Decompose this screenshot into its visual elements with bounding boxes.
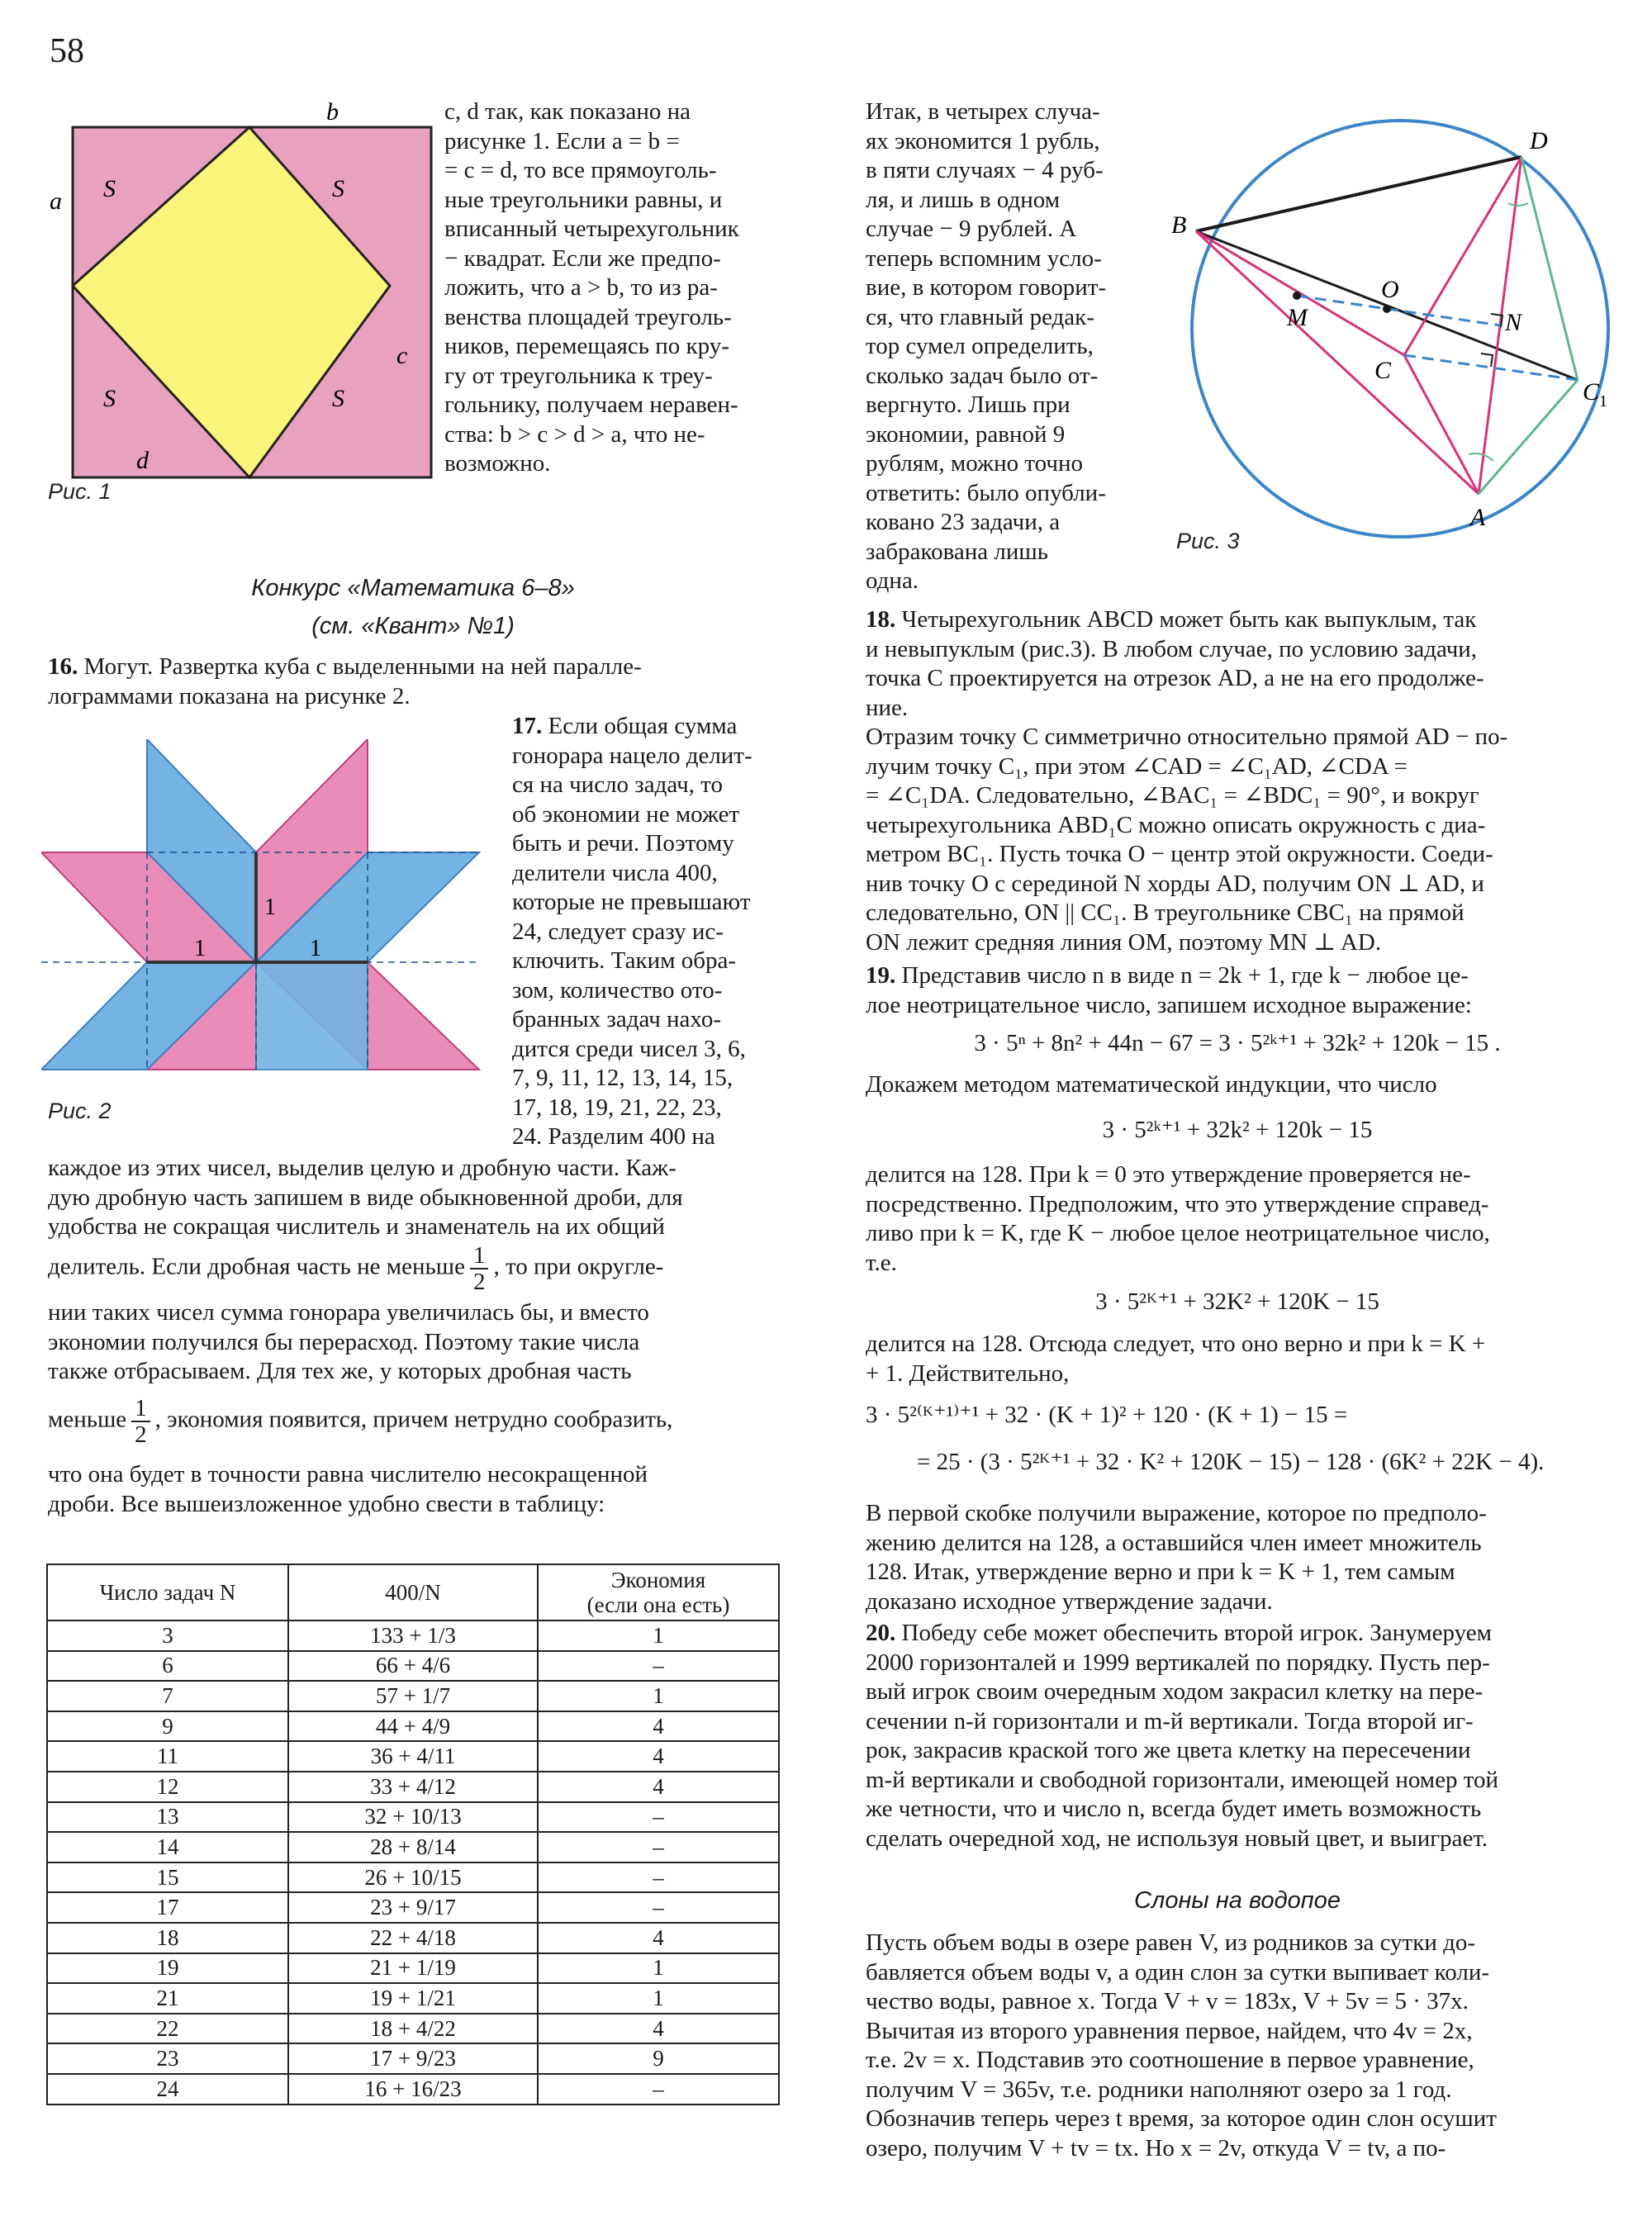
table-cell-economy: 4 xyxy=(538,2014,779,2044)
problem-17-cont-2b: , то при округле- xyxy=(493,1253,664,1280)
problem-17-cont-1: каждое из этих чисел, выделив целую и дробную части. Каж- дую дробную часть запишем в виде обыкновенной дроби, для удобства не сокращая числитель и знаменатель на их общий xyxy=(48,1155,683,1240)
table-cell-ratio: 18 + 4/22 xyxy=(288,2014,538,2044)
right-intro: Итак, в четырех случа- ях экономится 1 рубль, в пяти случаях − 4 руб- ля, и лишь в одном случае − 9 рублей. А теперь вспомним усло- вие, в котором говорит- ся, что главный редак- тор сумел определить, сколько задач было от- вергнуто. Лишь при экономии, равной 9 рублям, можно точно ответить: было опубли- ковано 23 задачи, а забракована лишь одна. xyxy=(866,98,1107,594)
problem-17-cont-2 xyxy=(48,1243,791,1294)
fig3-point-O xyxy=(1383,305,1391,313)
figure-3 xyxy=(1165,97,1635,560)
fig3-right-angle-C xyxy=(1481,354,1493,367)
table-header-row xyxy=(47,1564,779,1620)
fig1-label-c: c xyxy=(396,342,408,369)
contest-subheading: (см. «Квант» №1) xyxy=(311,613,515,639)
figure-1 xyxy=(41,99,438,504)
table-row xyxy=(47,1711,779,1742)
table-cell-ratio: 19 + 1/21 xyxy=(288,1983,538,2014)
table-cell-economy: 4 xyxy=(538,1923,779,1953)
problem-17-text: Если общая сумма гонорара нацело делит- ся на число задач, то об экономии не может быть и речи. Поэтому делители числа 400, которые не превышают 24, следует сразу ис- ключить. Таким обра- зом, количество ото- бранных задач нахо- дится среди чисел 3, 6, 7, 9, 11, 12, 13, 14, 15, 17, 18, 19, 21, 22, 23, 24. Разделим 400 на xyxy=(512,713,752,1150)
fig3-label-N: N xyxy=(1505,309,1522,336)
table-cell-n: 21 xyxy=(47,1983,288,2014)
formula-19-4: 3 · 5²⁽ᴷ⁺¹⁾⁺¹ + 32 · (K + 1)² + 120 · (K + 1) − 15 = xyxy=(866,1402,1348,1428)
problem-18-text: Четырехугольник ABCD может быть как выпуклым, так и невыпуклым (рис.3). В любом случае, по условию задачи, точка C проектируется на отрезок AD, а не на его продолже- ние. Отразим точку C симметрично относительно прямой AD − по- лучим точку C₁, при этом ∠CAD = ∠C₁AD, ∠CDA = = ∠C₁DA. Следовательно, ∠BAC₁ = ∠BDC₁ = 90°, и вокруг четырехугольника ABD₁C можно описать окружность с диа- метром BC₁. Пусть точка O − центр этой окружности. Соеди- нив точку O с серединой N хорды AD, получим ON ⊥ AD, и следовательно, ON || CC₁. В треугольнике CBC₁ на прямой ON лежит средняя линия OM, поэтому MN ⊥ AD. xyxy=(866,606,1508,956)
fig2-caption: Рис. 2 xyxy=(48,1099,112,1123)
fig1-label-b: b xyxy=(326,99,339,126)
table-header-ratio: 400/N xyxy=(288,1564,538,1620)
fig3-label-D: D xyxy=(1530,127,1548,154)
fig1-caption: Рис. 1 xyxy=(48,479,112,504)
table-row xyxy=(47,2043,779,2074)
table-cell-economy: – xyxy=(538,1651,779,1682)
table-cell-n: 6 xyxy=(47,1651,288,1682)
table-row xyxy=(47,1832,779,1862)
table-cell-ratio: 16 + 16/23 xyxy=(288,2074,538,2104)
table-cell-economy: 1 xyxy=(538,1681,779,1711)
fig3-label-O: O xyxy=(1381,276,1399,303)
problem-16-number: 16. xyxy=(48,653,78,680)
table-row xyxy=(47,1620,779,1651)
fig2-label-one-a: 1 xyxy=(264,894,276,920)
table-header-economy: Экономия (если она есть) xyxy=(538,1564,779,1620)
table-cell-economy: 4 xyxy=(538,1711,779,1742)
table-cell-n: 3 xyxy=(47,1620,288,1651)
table-row xyxy=(47,1923,779,1953)
table-cell-n: 12 xyxy=(47,1772,288,1802)
table-cell-ratio: 21 + 1/19 xyxy=(288,1953,538,1984)
problem-19-text-2: Докажем методом математической индукции, что число xyxy=(866,1071,1437,1098)
table-cell-economy: 4 xyxy=(538,1772,779,1802)
table-cell-ratio: 17 + 9/23 xyxy=(288,2043,538,2074)
table-cell-n: 18 xyxy=(47,1923,288,1953)
problem-18-number: 18. xyxy=(866,606,896,633)
table-cell-n: 9 xyxy=(47,1711,288,1742)
fraction-den: 2 xyxy=(135,1421,147,1448)
table-header-n: Число задач N xyxy=(47,1564,288,1620)
fig2-blue-bottom xyxy=(256,962,368,1070)
fig1-label-s-br: S xyxy=(332,385,344,412)
fig3-point-M xyxy=(1293,292,1301,300)
problem-17-cont-2a: делитель. Если дробная часть не меньше xyxy=(48,1253,465,1280)
problem-19-text-5: В первой скобке получили выражение, которое по предполо- жению делится на 128, а оставшийся член имеет множитель 128. Итак, утверждение верно и при k = K + 1, тем самым доказано исходное утверждение задачи. xyxy=(866,1500,1487,1615)
fig3-line-DC1 xyxy=(1521,157,1578,380)
formula-19-5: = 25 · (3 · 5²ᴷ⁺¹ + 32 · K² + 120K − 15) − 128 · (6K² + 22K − 4). xyxy=(917,1449,1545,1475)
table-row xyxy=(47,2074,779,2104)
fig3-line-BD xyxy=(1196,157,1521,231)
table-row xyxy=(47,1681,779,1711)
table-cell-n: 22 xyxy=(47,2014,288,2044)
table-cell-ratio: 33 + 4/12 xyxy=(288,1772,538,1802)
problem-17-cont-4a: меньше xyxy=(48,1406,127,1433)
fraction-half-2 xyxy=(131,1396,150,1447)
fig3-line-BA xyxy=(1196,231,1479,494)
fig3-label-C1: $C_1$ xyxy=(1583,378,1608,410)
fig3-line-CD xyxy=(1404,157,1521,355)
problem-20 xyxy=(866,1619,1609,1853)
problem-19-number: 19. xyxy=(866,962,896,989)
table-cell-n: 11 xyxy=(47,1741,288,1772)
table-row xyxy=(47,1651,779,1682)
fig3-angle-D xyxy=(1508,203,1528,206)
fig1-label-a: a xyxy=(50,187,62,215)
table-row xyxy=(47,1741,779,1772)
table-cell-ratio: 26 + 10/15 xyxy=(288,1862,538,1893)
fig3-label-B: B xyxy=(1171,211,1187,239)
table-row xyxy=(47,2014,779,2044)
figure-2 xyxy=(41,739,487,1094)
fraction-den: 2 xyxy=(472,1269,486,1295)
table-cell-n: 15 xyxy=(47,1862,288,1893)
problem-20-text: Победу себе может обеспечить второй игрок. Занумеруем 2000 горизонталей и 1999 вертикалей по порядку. Пусть пер- вый игрок своим очередным ходом закрасил клетку на пере- сечении n-й горизонтали и m-й вертикали. Тогда второй иг- рок, закрасив краской того же цвета клетку на пересечении m-й вертикали и свободной горизонтали, имеющей номер той же четности, что и число n, всегда будет иметь возможность сделать очередной ход, не используя новый цвет, и выиграет. xyxy=(866,1620,1499,1852)
elephants-heading: Слоны на водопое xyxy=(1134,1887,1341,1914)
elephants-text: Пусть объем воды в озере равен V, из родников за сутки до- бавляется объем воды v, а один слон за сутки выпивает коли- чество воды, равное x. Тогда V + v = 183x, V + 5v = 5 · 37x. Вычитая из второго уравнения первое, найдем, что 4v = 2x, т.е. 2v = x. Подставив это соотношение в первое уравнение, получим V = 365v, т.е. родники наполняют озеро за 1 год. Обозначив теперь через t время, за которое один слон осушит озеро, получим V + tv = tx. Но x = 2v, откуда V = tv, а по- xyxy=(866,1929,1497,2161)
fig3-label-M: M xyxy=(1287,304,1308,331)
table-cell-economy: 1 xyxy=(538,1953,779,1984)
problem-19 xyxy=(866,961,1609,1020)
table-cell-n: 14 xyxy=(47,1832,288,1862)
fig3-caption: Рис. 3 xyxy=(1176,529,1240,553)
table-row xyxy=(47,1983,779,2014)
table-cell-ratio: 28 + 8/14 xyxy=(288,1832,538,1862)
table-cell-n: 7 xyxy=(47,1681,288,1711)
fig1-label-s-tr: S xyxy=(332,175,344,202)
problem-17-cont-4 xyxy=(48,1396,791,1447)
fig3-line-AC1 xyxy=(1479,380,1578,494)
fig3-line-CA xyxy=(1404,355,1479,494)
fig3-label-A: A xyxy=(1470,504,1486,531)
table-row xyxy=(47,1802,779,1833)
table-row xyxy=(47,1862,779,1893)
table-row xyxy=(47,1892,779,1923)
table-cell-n: 24 xyxy=(47,2074,288,2104)
table-cell-ratio: 133 + 1/3 xyxy=(288,1620,538,1651)
problem-17-cont-5: что она будет в точности равна числителю несокращенной дроби. Все вышеизложенное удобно свести в таблицу: xyxy=(48,1461,648,1517)
fig1-label-s-tl: S xyxy=(103,175,116,202)
fig3-label-C: C xyxy=(1374,357,1392,384)
table-cell-economy: – xyxy=(538,1802,779,1833)
table-cell-ratio: 44 + 4/9 xyxy=(288,1711,538,1742)
table-cell-ratio: 32 + 10/13 xyxy=(288,1802,538,1833)
fig2-label-one-c: 1 xyxy=(310,936,321,961)
table-cell-ratio: 66 + 4/6 xyxy=(288,1651,538,1682)
fig3-angle-A xyxy=(1469,453,1493,461)
table-cell-ratio: 23 + 9/17 xyxy=(288,1892,538,1923)
fig1-label-d: d xyxy=(136,447,149,474)
formula-19-3: 3 · 5²ᴷ⁺¹ + 32K² + 120K − 15 xyxy=(1095,1288,1379,1315)
fig1-label-s-bl: S xyxy=(103,385,116,412)
problem-19-text: Представив число n в виде n = 2k + 1, где k − любое це- лое неотрицательное число, запишем исходное выражение: xyxy=(866,962,1472,1018)
problem-20-number: 20. xyxy=(866,1620,896,1646)
table-row xyxy=(47,1772,779,1802)
fraction-num: 1 xyxy=(131,1396,150,1422)
problem-17-cont-3: нии таких чисел сумма гонорара увеличилась бы, и вместо экономии получился бы перерасход. Поэтому такие числа также отбрасываем. Для тех же, у которых дробная часть xyxy=(48,1299,649,1384)
contest-heading: Конкурс «Математика 6–8» xyxy=(251,575,575,601)
fig1-text: c, d так, как показано на рисунке 1. Если a = b = = c = d, то все прямоуголь- ные треугольники равны, и вписанный четырехугольник − квадрат. Если же предпо- ложить, что a > b, то из ра- венства площадей треуголь- ников, перемещаясь по кру- гу от треугольника к треу- гольнику, получаем неравен- ства: b > c > d > a, что не- возможно. xyxy=(444,98,739,477)
fig3-line-CC1 xyxy=(1404,355,1578,380)
problem-17 xyxy=(512,712,791,1152)
table-cell-ratio: 57 + 1/7 xyxy=(288,1681,538,1711)
table-cell-economy: 4 xyxy=(538,1741,779,1772)
table-cell-n: 19 xyxy=(47,1953,288,1984)
table-cell-ratio: 22 + 4/18 xyxy=(288,1923,538,1953)
table-cell-n: 23 xyxy=(47,2043,288,2074)
economy-table xyxy=(46,1564,780,2105)
problem-17-number: 17. xyxy=(512,713,543,739)
table-cell-ratio: 36 + 4/11 xyxy=(288,1741,538,1772)
fig2-label-one-b: 1 xyxy=(194,936,206,961)
table-cell-economy: – xyxy=(538,1862,779,1893)
page-number: 58 xyxy=(50,32,84,70)
table-cell-n: 17 xyxy=(47,1892,288,1923)
problem-18 xyxy=(866,605,1609,957)
problem-19-text-3: делится на 128. При k = 0 это утверждение проверяется не- посредственно. Предположим, что это утверждение справед- ливо при k = K, где K − любое целое неотрицательное число, т.е. xyxy=(866,1161,1490,1276)
problem-19-text-4: делится на 128. Отсюда следует, что оно верно и при k = K + + 1. Действительно, xyxy=(866,1331,1486,1387)
table-cell-economy: 1 xyxy=(538,1620,779,1651)
table-cell-economy: 1 xyxy=(538,1983,779,2014)
table-cell-n: 13 xyxy=(47,1802,288,1833)
problem-16-text: Могут. Развертка куба с выделенными на ней паралле- лограммами показана на рисунке 2. xyxy=(48,653,642,709)
formula-19-2: 3 · 5²ᵏ⁺¹ + 32k² + 120k − 15 xyxy=(1102,1117,1373,1143)
formula-19-1: 3 · 5ⁿ + 8n² + 44n − 67 = 3 · 5²ᵏ⁺¹ + 32k² + 120k − 15 . xyxy=(974,1030,1501,1056)
table-cell-economy: – xyxy=(538,1832,779,1862)
problem-16 xyxy=(48,652,791,711)
table-row xyxy=(47,1953,779,1984)
table-cell-economy: 9 xyxy=(538,2043,779,2074)
table-cell-economy: – xyxy=(538,2074,779,2104)
fraction-num: 1 xyxy=(470,1243,489,1269)
table-cell-economy: – xyxy=(538,1892,779,1923)
fraction-half xyxy=(470,1243,489,1294)
problem-17-cont-4b: , экономия появится, причем нетрудно сообразить, xyxy=(154,1406,673,1433)
